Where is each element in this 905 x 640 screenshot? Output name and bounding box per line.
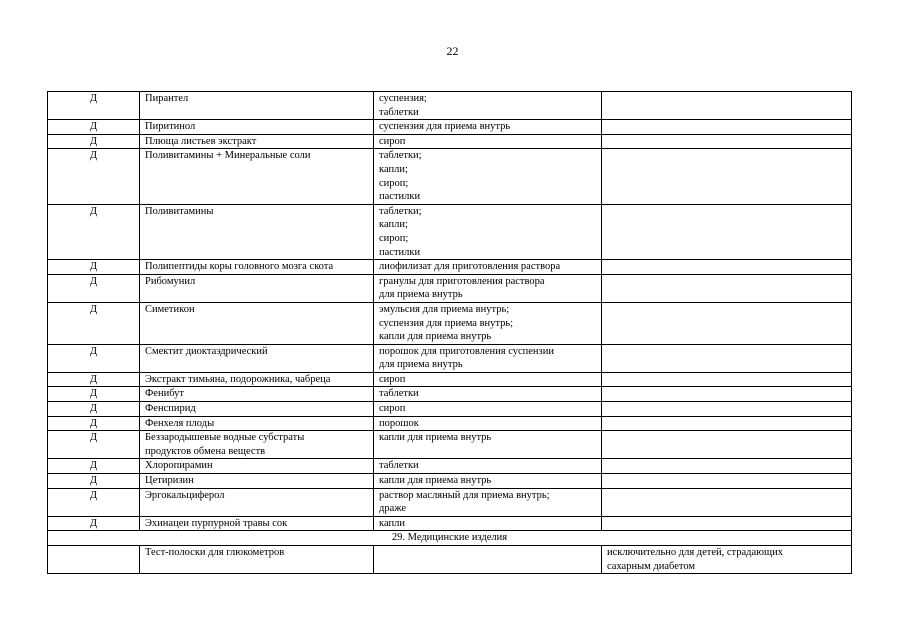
table-row: [48, 274, 852, 302]
dosage-form-cell-line: сироп;: [379, 177, 409, 189]
drug-name-cell: [140, 134, 374, 149]
dosage-form-cell-line: эмульсия для приема внутрь;: [379, 303, 510, 315]
table-row: [48, 344, 852, 372]
category-cell: [48, 546, 140, 574]
dosage-form-cell-line: для приема внутрь: [379, 359, 463, 371]
dosage-form-cell-line: сироп: [379, 135, 406, 147]
page-number: 22: [446, 44, 459, 58]
drug-name-cell: [140, 344, 374, 372]
table-row: [48, 120, 852, 135]
category-cell: Д: [48, 274, 140, 302]
drug-name-cell-line: Поливитамины: [145, 205, 214, 217]
drug-name-cell: [140, 274, 374, 302]
dosage-form-cell: [374, 344, 602, 372]
drug-name-cell-line: Экстракт тимьяна, подорожника, чабреца: [145, 373, 331, 385]
note-cell: [602, 516, 852, 531]
category-cell: Д: [48, 120, 140, 135]
category-cell: Д: [48, 459, 140, 474]
note-cell: [602, 431, 852, 459]
category-cell: Д: [48, 387, 140, 402]
dosage-form-cell-line: таблетки: [379, 388, 419, 400]
table-row: [48, 149, 852, 204]
dosage-form-cell: [374, 134, 602, 149]
category-cell: Д: [48, 431, 140, 459]
category-cell: Д: [48, 344, 140, 372]
drug-name-cell-line: Смектит диоктаэдрический: [145, 345, 268, 357]
dosage-form-cell: [374, 459, 602, 474]
dosage-form-cell-line: капли;: [379, 219, 408, 231]
drug-name-cell-line: Поливитамины + Минеральные соли: [145, 150, 311, 162]
dosage-form-cell-line: капли: [379, 517, 405, 529]
dosage-form-cell: [374, 546, 602, 574]
note-cell: [602, 402, 852, 417]
dosage-form-cell: [374, 92, 602, 120]
note-cell: [602, 134, 852, 149]
note-cell: [602, 274, 852, 302]
drug-name-cell: [140, 387, 374, 402]
drug-name-cell: [140, 416, 374, 431]
table-row: [48, 302, 852, 344]
dosage-form-cell-line: таблетки;: [379, 205, 422, 217]
dosage-form-cell-line: пастилки: [379, 246, 421, 258]
dosage-form-cell: [374, 372, 602, 387]
dosage-form-cell-line: раствор масляный для приема внутрь;: [379, 489, 550, 501]
dosage-form-cell: [374, 431, 602, 459]
dosage-form-cell-line: суспензия для приема внутрь;: [379, 317, 514, 329]
drug-name-cell-line: Фенхеля плоды: [145, 417, 215, 429]
drug-name-cell-line: Рибомунил: [145, 275, 196, 287]
drug-name-cell-line: Пирантел: [145, 93, 189, 104]
category-cell: Д: [48, 260, 140, 275]
section-heading: 29. Медицинские изделия: [48, 531, 852, 546]
category-cell: Д: [48, 416, 140, 431]
dosage-form-cell: [374, 474, 602, 489]
category-cell: Д: [48, 134, 140, 149]
dosage-form-cell-line: порошок: [379, 417, 419, 429]
dosage-form-cell: [374, 260, 602, 275]
dosage-form-cell-line: таблетки: [379, 106, 419, 118]
drug-name-cell: [140, 204, 374, 259]
note-cell: [602, 344, 852, 372]
dosage-form-cell: [374, 416, 602, 431]
table-row: [48, 260, 852, 275]
category-cell: Д: [48, 372, 140, 387]
category-cell: Д: [48, 149, 140, 204]
note-cell: [602, 120, 852, 135]
drug-name-cell: [140, 260, 374, 275]
note-cell: [602, 416, 852, 431]
dosage-form-cell-line: капли для приема внутрь: [379, 432, 492, 444]
note-cell: [602, 474, 852, 489]
dosage-form-cell-line: капли для приема внутрь: [379, 331, 492, 343]
drug-name-cell-line: Цетиризин: [145, 475, 194, 487]
dosage-form-cell-line: капли;: [379, 163, 408, 175]
dosage-form-cell-line: сироп: [379, 403, 406, 415]
category-cell: Д: [48, 402, 140, 417]
category-cell: Д: [48, 204, 140, 259]
drug-name-cell: [140, 149, 374, 204]
dosage-form-cell: [374, 488, 602, 516]
drug-name-cell-line: Симетикон: [145, 303, 195, 315]
dosage-form-cell: [374, 387, 602, 402]
dosage-form-cell: [374, 402, 602, 417]
dosage-form-cell-line: драже: [379, 503, 407, 515]
category-cell: Д: [48, 516, 140, 531]
note-cell-line: исключительно для детей, страдающих: [607, 547, 783, 558]
note-cell: [602, 372, 852, 387]
dosage-form-cell: [374, 274, 602, 302]
drug-name-cell: [140, 516, 374, 531]
table-row: [48, 387, 852, 402]
table-row: [48, 402, 852, 417]
note-cell: [602, 488, 852, 516]
drug-name-cell: [140, 474, 374, 489]
table-row: [48, 546, 852, 574]
category-cell: Д: [48, 92, 140, 120]
category-cell: Д: [48, 302, 140, 344]
dosage-form-cell-line: пастилки: [379, 191, 421, 203]
drug-name-cell-line: Плюща листьев экстракт: [145, 135, 257, 147]
dosage-form-cell-line: таблетки;: [379, 150, 422, 162]
drug-name-cell: [140, 488, 374, 516]
table-row: [48, 488, 852, 516]
drug-name-cell-line: продуктов обмена веществ: [145, 445, 266, 457]
note-cell: [602, 149, 852, 204]
drug-name-cell-line: Эргокальциферол: [145, 489, 225, 501]
dosage-form-cell: [374, 149, 602, 204]
drug-name-cell: [140, 431, 374, 459]
dosage-form-cell-line: лиофилизат для приготовления раствора: [379, 261, 561, 273]
drug-name-cell-line: Пиритинол: [145, 121, 196, 133]
table-row: [48, 516, 852, 531]
drug-name-cell: [140, 459, 374, 474]
dosage-form-cell-line: гранулы для приготовления раствора: [379, 275, 545, 287]
drug-name-cell: [140, 120, 374, 135]
table-row: [48, 204, 852, 259]
drug-name-cell-line: Фенспирид: [145, 403, 196, 415]
dosage-form-cell-line: для приема внутрь: [379, 289, 463, 301]
dosage-form-cell-line: суспензия;: [379, 93, 427, 104]
drug-name-cell: [140, 302, 374, 344]
table-body: [48, 92, 852, 574]
table-row: [48, 92, 852, 120]
dosage-form-cell: [374, 204, 602, 259]
category-cell: Д: [48, 474, 140, 489]
table-row: [48, 474, 852, 489]
dosage-form-cell-line: сироп;: [379, 232, 409, 244]
note-cell: [602, 260, 852, 275]
drug-name-cell: [140, 546, 374, 574]
drug-list-table: [47, 91, 852, 574]
drug-name-cell: [140, 372, 374, 387]
dosage-form-cell-line: таблетки: [379, 460, 419, 472]
dosage-form-cell: [374, 516, 602, 531]
note-cell-line: сахарным диабетом: [607, 560, 696, 572]
dosage-form-cell: [374, 302, 602, 344]
drug-name-cell: [140, 402, 374, 417]
drug-name-cell-line: Беззародышевые водные субстраты: [145, 432, 305, 444]
dosage-form-cell-line: порошок для приготовления суспензии: [379, 345, 554, 357]
drug-name-cell: [140, 92, 374, 120]
note-cell: [602, 459, 852, 474]
note-cell: [602, 546, 852, 574]
drug-name-cell-line: Хлоропирамин: [145, 460, 213, 472]
table-row: [48, 431, 852, 459]
table-row: [48, 134, 852, 149]
dosage-form-cell-line: капли для приема внутрь: [379, 475, 492, 487]
table-row: [48, 372, 852, 387]
drug-name-cell-line: Тест-полоски для глюкометров: [145, 547, 285, 558]
drug-name-cell-line: Фенибут: [145, 388, 184, 400]
dosage-form-cell: [374, 120, 602, 135]
note-cell: [602, 302, 852, 344]
dosage-form-cell-line: суспензия для приема внутрь: [379, 121, 511, 133]
note-cell: [602, 92, 852, 120]
section-heading-row: [48, 531, 852, 546]
note-cell: [602, 387, 852, 402]
note-cell: [602, 204, 852, 259]
drug-name-cell-line: Эхинацеи пурпурной травы сок: [145, 517, 288, 529]
table-row: [48, 416, 852, 431]
drug-name-cell-line: Полипептиды коры головного мозга скота: [145, 261, 334, 273]
dosage-form-cell-line: сироп: [379, 373, 406, 385]
table-row: [48, 459, 852, 474]
category-cell: Д: [48, 488, 140, 516]
